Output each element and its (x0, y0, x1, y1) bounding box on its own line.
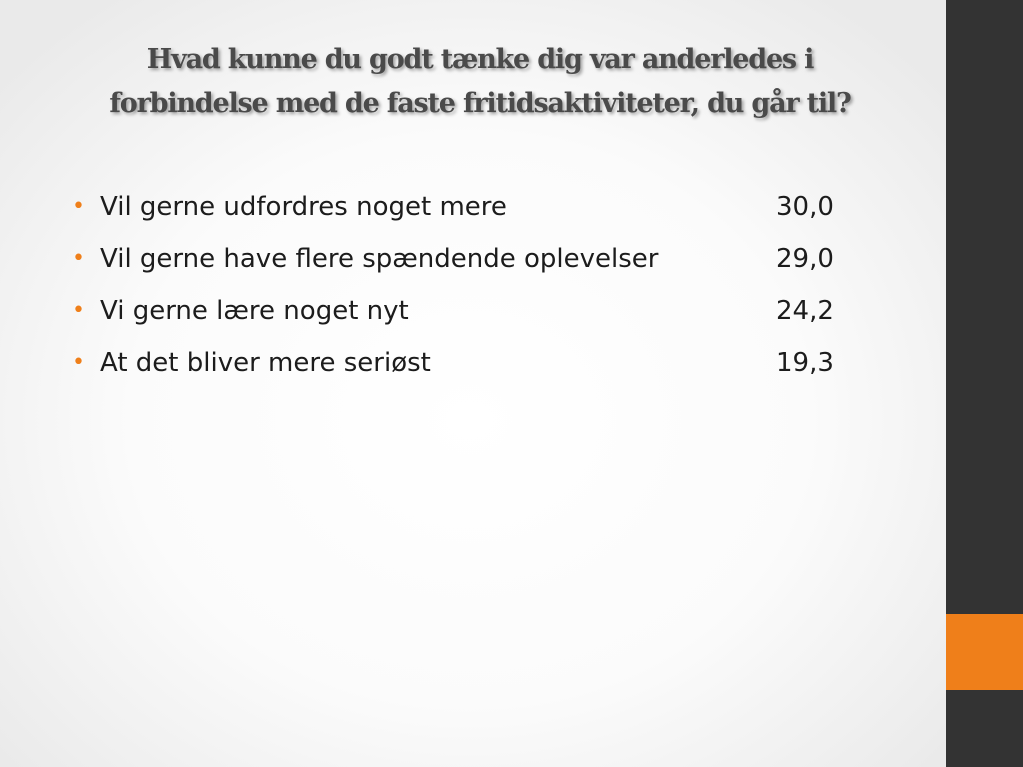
bullet-dot-icon: • (72, 194, 85, 219)
bullet-item (72, 287, 852, 339)
slide-title (40, 38, 920, 126)
bullet-label: Vi gerne lære noget nyt (100, 296, 409, 326)
bullet-value: 19,3 (776, 348, 834, 378)
bullet-value: 29,0 (776, 244, 834, 274)
sidebar-accent-block (946, 614, 1023, 690)
bullet-item (72, 235, 852, 287)
bullet-label: At det bliver mere seriøst (100, 348, 431, 378)
slide-title-line-1: Hvad kunne du godt tænke dig var anderledes i (146, 44, 814, 75)
bullet-value: 30,0 (776, 192, 834, 222)
bullet-value: 24,2 (776, 296, 834, 326)
bullet-item (72, 339, 852, 391)
decorative-sidebar (946, 0, 1023, 767)
bullet-dot-icon: • (72, 246, 85, 271)
bullet-item (72, 183, 852, 235)
bullet-list (72, 183, 852, 391)
bullet-label: Vil gerne have flere spændende oplevelser (100, 244, 659, 274)
bullet-dot-icon: • (72, 350, 85, 375)
slide-title-line-2: forbindelse med de faste fritidsaktiviteter, du går til? (109, 88, 851, 119)
bullet-label: Vil gerne udfordres noget mere (100, 192, 507, 222)
bullet-dot-icon: • (72, 298, 85, 323)
